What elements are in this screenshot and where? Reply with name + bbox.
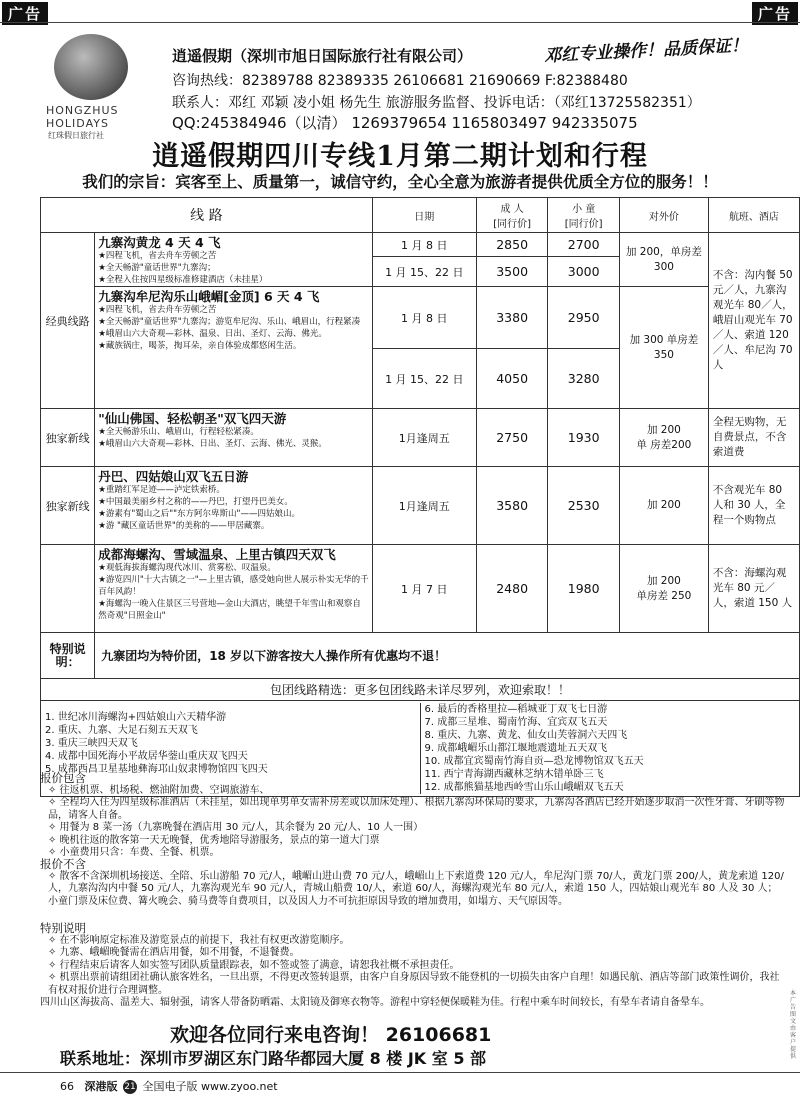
list-item: 12. 成都熊猫基地西岭雪山乐山峨嵋双飞五天 bbox=[424, 782, 624, 793]
flight-hotel-note: 不含：海螺沟观光车 80 元／人，索道 150 人 bbox=[708, 545, 799, 633]
route-name: 九寨沟黄龙 4 天 4 飞 bbox=[98, 235, 221, 250]
excludes-title: 报价不含 bbox=[40, 857, 86, 871]
child-price: 2700 bbox=[548, 233, 620, 257]
route-note: ★四程飞机，省去舟车劳顿之苦 bbox=[98, 251, 217, 261]
route-cell bbox=[95, 287, 373, 409]
includes-section bbox=[40, 772, 785, 860]
list-item: ✧ 在不影响原定标准及游览景点的前提下，我社有权更改游览顺序。 bbox=[48, 934, 350, 946]
external-price-add: 加 200 bbox=[646, 423, 681, 436]
header-external-price: 对外价 bbox=[619, 198, 708, 233]
list-item: ✧ 往返机票、机场税、燃油附加费、空调旅游车、 bbox=[48, 784, 270, 796]
header-date: 日期 bbox=[372, 198, 476, 233]
contact-address: 联系地址：深圳市罗湖区东门路华都园大厦 8 楼 JK 室 5 部 bbox=[60, 1049, 487, 1068]
special-note-label: 特别说明： bbox=[41, 633, 95, 679]
notes-extra: 四川山区海拔高、温差大、辐射强，请客人带备防晒霜、太阳镜及御寒衣物等。游程中穿轻便保暖鞋为佳。行程中乘车时间较长，有晕车者请自备晕车。 bbox=[40, 997, 710, 1008]
table-row bbox=[41, 409, 800, 467]
page-footer bbox=[60, 1078, 278, 1094]
route-note: ★中国最美丽乡村之称的——丹巴，打望丹巴美女。 bbox=[98, 497, 293, 507]
table-row bbox=[41, 287, 800, 349]
category-classic: 经典线路 bbox=[41, 233, 95, 409]
qq-numbers: QQ:245384946（以清） 1269379654 1165803497 942335075 bbox=[172, 114, 638, 132]
route-note: ★四程飞机，省去舟车劳顿之苦 bbox=[98, 305, 217, 315]
notes-section bbox=[40, 922, 785, 1010]
list-item: ✧ 散客不含深圳机场接送、全陪、乐山游船 70 元/人，峨嵋山进山费 70 元/人，峨嵋山上下索道费 120 元/人，牟尼沟门票 70/人，黄龙门票 200/人，黄龙索道 120/人，九寨沟沟内中餐 50 元/人，九寨沟观光车 90 元/人，青城山船费 10/人，索道 60/人，海螺沟观光车 80 元/人，索道 150 人，四姑娘山观光车 80 人及 30 人；小童门票及床位费、篝火晚会、骑马费等自费项目，以及因人力不可抗拒原因导致的增加费用，如塌方、天气原因等。 bbox=[48, 870, 784, 907]
list-item: 5. 成都西昌卫星基地彝海邛山奴隶博物馆四飞四天 bbox=[45, 764, 268, 775]
list-item: 2. 重庆、九寨、大足石刻五天双飞 bbox=[45, 725, 198, 736]
includes-title: 报价包含 bbox=[40, 771, 86, 785]
adult-price: 3500 bbox=[476, 257, 548, 287]
category-exclusive: 独家新线 bbox=[41, 409, 95, 467]
special-note-text: 九寨团均为特价团，18 岁以下游客按大人操作所有优惠均不退！ bbox=[95, 633, 800, 679]
list-item: 4. 成都中国死海小平故居华蓥山重庆双飞四天 bbox=[45, 751, 248, 762]
adult-price: 2750 bbox=[476, 409, 548, 467]
route-note: ★观低海拔海螺沟现代冰川、赏雾松、叹温泉。 bbox=[98, 563, 276, 573]
child-price: 3000 bbox=[548, 257, 620, 287]
list-item: ✧ 全程均入住为四星级标准酒店（未挂星，如出现单男单女需补房差或以加床处理）、根据九寨沟环保局的要求，九寨沟各酒店已经开始逐步取消一次性牙膏、牙刷等物品，请客人自备。 bbox=[48, 797, 785, 821]
route-note: ★海螺沟一晚入住景区三号营地—金山大酒店，眺望千年雪山和观察自然奇观"日照金山" bbox=[98, 599, 361, 621]
adult-price: 3580 bbox=[476, 467, 548, 545]
external-price bbox=[619, 545, 708, 633]
page-number: 66 bbox=[60, 1080, 74, 1093]
edition-label: 深港版 bbox=[84, 1080, 118, 1093]
route-note: ★游素有"蜀山之后""东方阿尔卑斯山"——四姑娘山。 bbox=[98, 509, 300, 519]
package-title-row bbox=[41, 679, 800, 701]
external-price: 加 200，单房差 300 bbox=[619, 233, 708, 287]
route-note: ★全天畅游乐山、峨眉山，行程轻松紧凑。 bbox=[98, 427, 259, 437]
special-note-row bbox=[41, 633, 800, 679]
external-price-single: 单 房差200 bbox=[636, 438, 692, 451]
top-divider bbox=[0, 22, 800, 23]
route-note: ★全程入住按四星级标准修建酒店（未挂星） bbox=[98, 275, 268, 285]
child-price: 1980 bbox=[548, 545, 620, 633]
list-item: 9. 成都峨嵋乐山都江堰地震遗址五天双飞 bbox=[424, 743, 608, 754]
adult-price: 3380 bbox=[476, 287, 548, 349]
header-adult-label: 成 人 bbox=[500, 204, 524, 215]
contacts: 联系人：邓红 邓颖 凌小姐 杨先生 旅游服务监督、投诉电话：（邓红13725582351） bbox=[172, 95, 701, 111]
page-title: 逍遥假期四川专线1月第二期计划和行程 bbox=[152, 141, 648, 172]
route-note: ★全天畅游"童话世界"九寨沟； bbox=[98, 263, 216, 273]
route-cell bbox=[95, 467, 373, 545]
list-item: ✧ 小童费用只含：车费、全餐、机票。 bbox=[48, 847, 220, 858]
route-note: ★全天畅游"童话世界"九寨沟；游览牟尼沟、乐山、峨眉山，行程紧凑 bbox=[98, 317, 361, 327]
route-note: ★藏族锅庄，喝茶，掏耳朵，亲自体验成都悠闲生活。 bbox=[98, 341, 302, 351]
child-price: 3280 bbox=[548, 349, 620, 409]
flight-hotel-note: 不含观光车 80 人和 30 人，全程一个购物点 bbox=[708, 467, 799, 545]
child-price: 1930 bbox=[548, 409, 620, 467]
date-cell: 1 月 8 日 bbox=[372, 287, 476, 349]
route-name: 丹巴、四姑娘山双飞五日游 bbox=[98, 469, 249, 484]
list-item: ✧ 机票出票前请组团社确认旅客姓名，一旦出票，不得更改签转退票，由客户自身原因导致不能登机的一切损失由客户自理！如遇民航、酒店等部门政策性调价，我社有权对报价进行合理调整。 bbox=[48, 972, 780, 996]
route-note: ★峨眉山六大奇观—彩林、温泉、日出、圣灯、云海、佛光。 bbox=[98, 329, 327, 339]
external-price: 加 200 bbox=[619, 467, 708, 545]
external-price-single: 单房差 250 bbox=[636, 589, 692, 602]
date-cell: 1 月 8 日 bbox=[372, 233, 476, 257]
ad-tag-left: 广告 bbox=[2, 2, 48, 25]
route-note: ★重踏红军足迹——泸定铁索桥。 bbox=[98, 485, 225, 495]
header-adult bbox=[476, 198, 548, 233]
route-cell bbox=[95, 409, 373, 467]
list-item: 7. 成都三星堆、蜀南竹海、宜宾双飞五天 bbox=[424, 717, 608, 728]
notes-title: 特别说明 bbox=[40, 921, 86, 935]
list-item: 1. 世纪冰川海螺沟+四姑娘山六天精华游 bbox=[45, 712, 227, 723]
flight-hotel-note: 全程无购物，无自费景点，不含索道费 bbox=[708, 409, 799, 467]
date-cell: 1 月 7 日 bbox=[372, 545, 476, 633]
list-item: ✧ 晚机往返的散客第一天无晚餐，优秀地陪导游服务，景点的第一道大门票 bbox=[48, 834, 380, 846]
adult-price: 2850 bbox=[476, 233, 548, 257]
external-price-add: 加 200 bbox=[646, 574, 681, 587]
site-label: 全国电子版 www.zyoo.net bbox=[142, 1080, 278, 1093]
adult-price: 2480 bbox=[476, 545, 548, 633]
header-flight-hotel: 航班、酒店 bbox=[708, 198, 799, 233]
hotline: 咨询热线：82389788 82389335 26106681 21690669 F:82388480 bbox=[172, 73, 628, 89]
itinerary-table bbox=[40, 197, 800, 797]
table-row bbox=[41, 467, 800, 545]
table-row bbox=[41, 233, 800, 257]
edition-badge-icon: 21 bbox=[124, 1082, 136, 1092]
route-name: "仙山佛国、轻松朝圣"双飞四天游 bbox=[98, 411, 287, 426]
slogan: 邓红专业操作！品质保证！ bbox=[543, 35, 749, 67]
welcome-banner: 欢迎各位同行来电咨询！ 26106681 bbox=[170, 1024, 492, 1046]
category-exclusive: 独家新线 bbox=[41, 467, 95, 545]
logo-wordmark: HONGZHUS HOLIDAYS bbox=[46, 104, 119, 130]
logo-emblem bbox=[54, 34, 128, 100]
date-cell: 1月逢周五 bbox=[372, 467, 476, 545]
side-disclaimer: 本广告图文由客户提供 bbox=[790, 990, 797, 1060]
package-title: 包团线路精选：更多包团线路未详尽罗列，欢迎索取！！ bbox=[41, 679, 800, 701]
category-empty bbox=[41, 545, 95, 633]
route-cell bbox=[95, 233, 373, 287]
route-cell bbox=[95, 545, 373, 633]
list-item: ✧ 九寨、峨嵋晚餐需在酒店用餐，如不用餐，不退餐费。 bbox=[48, 947, 300, 958]
header-child bbox=[548, 198, 620, 233]
list-item: 11. 西宁青海湖西藏林芝纳木错单卧三飞 bbox=[424, 769, 604, 780]
list-item: ✧ 用餐为 8 菜一汤（九寨晚餐在酒店用 30 元/人，其余餐为 20 元/人、10 人一围） bbox=[48, 822, 424, 833]
footer-divider bbox=[0, 1072, 800, 1073]
external-price bbox=[619, 409, 708, 467]
header-child-sub: [同行价] bbox=[564, 219, 603, 230]
date-cell: 1 月 15、22 日 bbox=[372, 257, 476, 287]
date-cell: 1 月 15、22 日 bbox=[372, 349, 476, 409]
list-item: 10. 成都宜宾蜀南竹海自贡—恐龙博物馆双飞五天 bbox=[424, 756, 644, 767]
table-row bbox=[41, 545, 800, 633]
header-route: 线 路 bbox=[41, 198, 373, 233]
route-note: ★峨眉山六大奇观—彩林、日出、圣灯、云海、佛光、灵猴。 bbox=[98, 439, 327, 449]
list-item: 6. 最后的香格里拉—稻城亚丁双飞七日游 bbox=[424, 704, 608, 715]
flight-hotel-note: 不含：沟内餐 50 元／人，九寨沟观光车 80／人，峨眉山观光车 70／人、索道 120／人、牟尼沟 70 人 bbox=[708, 233, 799, 409]
table-header-row bbox=[41, 198, 800, 233]
list-item: 8. 重庆、九寨、黄龙、仙女山芙蓉洞六天四飞 bbox=[424, 730, 628, 741]
header-adult-sub: [同行价] bbox=[493, 219, 532, 230]
date-cell: 1月逢周五 bbox=[372, 409, 476, 467]
child-price: 2950 bbox=[548, 287, 620, 349]
motto: 我们的宗旨：宾客至上、质量第一，诚信守约，全心全意为旅游者提供优质全方位的服务！！ bbox=[82, 173, 718, 191]
company-logo bbox=[46, 30, 138, 140]
route-name: 九寨沟牟尼沟乐山峨嵋[金顶] 6 天 4 飞 bbox=[98, 289, 320, 304]
child-price: 2530 bbox=[548, 467, 620, 545]
adult-price: 4050 bbox=[476, 349, 548, 409]
header-child-label: 小 童 bbox=[572, 204, 596, 215]
route-name: 成都海螺沟、雪域温泉、上里古镇四天双飞 bbox=[98, 547, 336, 562]
ad-tag-right: 广告 bbox=[752, 2, 798, 25]
company-name: 逍遥假期（深圳市旭日国际旅行社有限公司） bbox=[172, 47, 473, 65]
list-item: 3. 重庆三峡四天双飞 bbox=[45, 738, 138, 749]
external-price: 加 300 单房差350 bbox=[619, 287, 708, 409]
excludes-section bbox=[40, 858, 785, 908]
logo-cn: 红珠假日旅行社 bbox=[48, 131, 104, 140]
route-note: ★游 "藏区童话世界"的美称的——甲居藏寨。 bbox=[98, 521, 270, 531]
route-note: ★游览四川"十大古镇之一"—上里古镇，感受她向世人展示朴实无华的千百年风韵！ bbox=[98, 575, 369, 597]
list-item: ✧ 行程结束后请客人如实签写团队质量跟踪表，如不签或签了满意，请恕我社概不承担责任。 bbox=[48, 959, 460, 971]
